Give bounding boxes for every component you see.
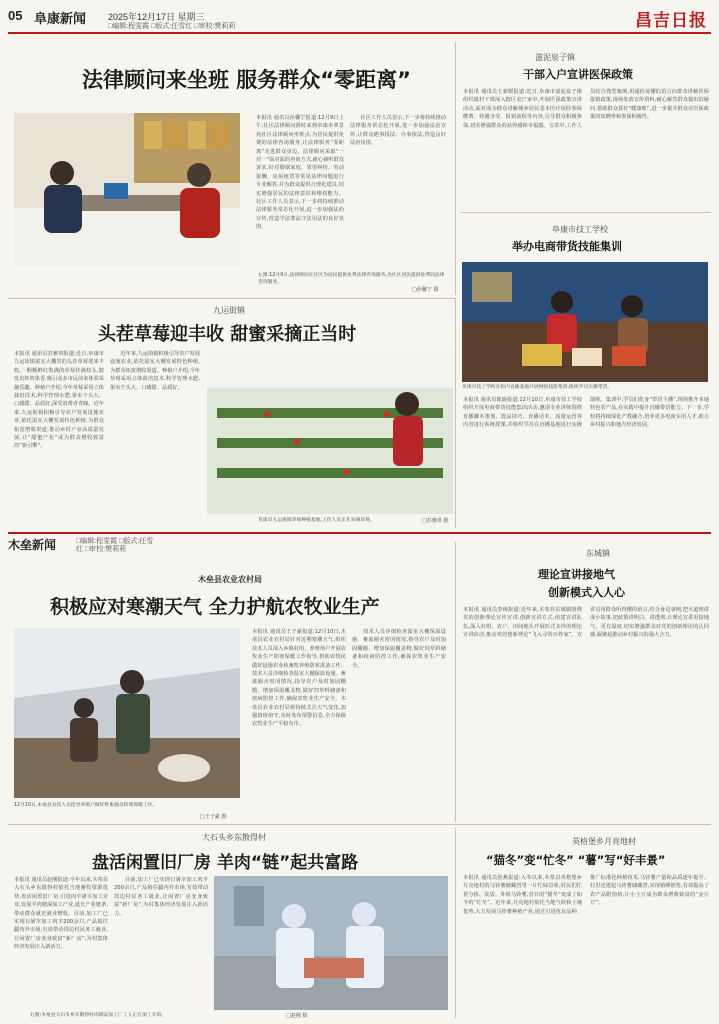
mid-right-body: 本报讯 通讯员陈瑜报道:12月10日,阜康市技工学校组织开展电商带货技能集训活动,邀请专业讲师围绕直播脚本策划、选品技巧、直播话术、流量运营等内容进行系统授课,并组织学员在直播基地进行实操演练。集训中,学员们化身“带货主播”,现场推介本地特色农产品,在实践中提升直播带货能力。下一步,学校将持续深化产教融合,培养更多电商实用人才,助力乡村振兴和地方经济发展。 <box>463 397 709 429</box>
mid-right-kicker: 阜康市技工学校 <box>552 225 608 234</box>
mid-left-headline: 头茬草莓迎丰收 甜蜜采摘正当时 <box>98 324 357 345</box>
header-rule <box>8 32 711 34</box>
section-rule <box>8 824 711 825</box>
lead-headline: 法律顾问来坐班 服务群众“零距离” <box>82 68 411 92</box>
section2-editors: □编辑:程雯霞 □版式:任雪红 □审校:樊莉莉 <box>76 538 154 553</box>
column-divider <box>455 542 456 822</box>
dashigou-kicker: 大石头乡东散得村 <box>202 833 266 842</box>
mid-right-headline: 举办电商带货技能集训 <box>512 240 622 253</box>
dashigou-caption-byline: □赵刚 摄 <box>286 1013 308 1019</box>
mid-left-body: 本报讯 通讯员苏雅琪报道:近日,阜康市九运街镇温室大棚里的头茬草莓迎来丰收,一颗颗鲜红饱满的草莓挂满枝头,散发出阵阵果香,吸引众多市民前来体验采摘乐趣。种植户介绍,今年草莓采用立体栽培技术,科学管理水肥,果实个头大、口感甜、品质好,深受消费者青睐。近年来,九运街镇积极引导农户发展设施农业,依托温室大棚发展特色种植,为群众拓宽增收渠道,推动乡村产业高质量发展,让“甜蜜产业”成为群众增收致富的“新引擎”。 <box>14 351 104 450</box>
editor-credits: □编辑:程雯霞 □版式:任雪红 □审校:樊莉莉 <box>108 23 236 30</box>
mid-right-caption: 阜康市技工学校在校内直播基地开展网络技能集训,组织学员实操带货。 <box>462 385 613 390</box>
mid-right-photo <box>462 262 708 382</box>
section-name: 阜康新闻 <box>34 11 87 26</box>
yingge-headline: “猫冬”变“忙冬” “薯”写“好丰景” <box>486 853 666 867</box>
dongcheng-headline-2: 创新模式入人心 <box>548 586 625 599</box>
lead-photo <box>14 113 240 266</box>
dashigou-body: 本报讯 通讯员赵刚报道:今年以来,木垒县大石头乡东散得村依托当地畜牧资源优势,盘活闲置旧厂房,引进肉羊屠宰加工企业,发展羊肉精深加工产业,延长产业链条,带动群众就近就业增收。目前,加工厂已实现日屠宰加工肉羊200余只,产品销往疆内外市场,有效带动周边村民务工就业,让闲置厂房变身致富“新厂房”,为村集体经济发展注入新活力。 <box>14 877 108 951</box>
lead-caption-byline: □孙馨宁 摄 <box>412 287 439 293</box>
yingge-kicker: 英格堡乡月亮地村 <box>572 837 636 846</box>
mid-left-body-cont: 近年来,九运街镇积极引导农户发展设施农业,依托温室大棚发展特色种植,为群众拓宽增收渠道。种植户介绍,今年草莓采用立体栽培技术,科学管理水肥,果实个头大、口感甜、品质好。 <box>110 351 200 391</box>
dongcheng-body: 本报讯 通讯员李梅报道:近年来,木垒县东城镇围绕党的创新理论宣传宣讲,创新宣讲方式,组建宣讲队伍,深入村组、农户、田间地头开展形式多样的理论宣讲活动,推动党的创新理论“飞入寻常百姓家”。宣讲员用群众听得懂的语言,结合身边事例,把大道理讲成小故事,把政策讲明白、讲透彻,让理论宣讲更接地气、更有温度,切实增强群众对党的创新理论的认同感,凝聚起推动乡村振兴的强大合力。 <box>463 607 709 639</box>
mid-left-caption-byline: □苏雅琪 摄 <box>422 518 449 524</box>
section-rule <box>8 298 455 299</box>
agri-kicker: 木垒县农业农村局 <box>198 575 262 584</box>
newspaper-logo: 昌吉日报 <box>635 11 707 31</box>
page-number: 05 <box>8 8 23 23</box>
column-divider <box>455 828 456 1018</box>
top-right-headline: 干部入户宣讲医保政策 <box>523 68 633 81</box>
dashigou-caption: 右图:木垒县大石头乡东散得村肉制品加工厂工人正在加工羊肉。 <box>30 1013 166 1018</box>
column-divider <box>455 42 456 295</box>
section2-rule <box>8 532 711 534</box>
agri-caption: 12月10日,木垒县农技人员指导养殖户做好牲畜圈舍防寒保暖工作。 <box>14 803 158 808</box>
agri-photo <box>14 628 240 798</box>
dashigou-headline: 盘活闲置旧厂房 羊肉“链”起共富路 <box>92 853 359 873</box>
lead-body: 本报讯 通讯员孙馨宁报道:12月9日上午,社区法律顾问准时来到阜康市翠景苑社区法律顾问坐班点,为居民提供免费的法律咨询服务,让法律服务“零距离”走进群众身边。法律顾问采取“一对一”面对面的咨询方式,耐心倾听群众诉求,针对婚姻家庭、邻里纠纷、劳动报酬、房屋租赁等常见法律问题进行专业解答,并为群众提供合理化建议,切实增强居民的法律意识和维权能力。社区工作人员表示,下一步将持续推动法律服务常态化开展,进一步加强法治宣传,营造学法尊法守法用法的良好氛围。 <box>256 115 344 231</box>
dongcheng-kicker: 东城镇 <box>586 549 610 558</box>
agri-headline: 积极应对寒潮天气 全力护航农牧业生产 <box>50 596 380 618</box>
section2-label: 木垒新闻 <box>8 538 57 552</box>
mid-left-kicker: 九运街镇 <box>213 306 245 315</box>
section-rule <box>460 212 711 213</box>
mid-left-photo <box>207 348 453 514</box>
agri-body: 本报讯 通讯员王子豪报道:12月10日,木垒县农业农村局针对近期寒潮天气,组织技术人员深入乡镇村组、养殖场户开展农牧业生产防寒保暖工作指导,帮助农牧民做好设施农业和畜牧养殖防寒准备工作。技术人员详细检查温室大棚保温设施、畜禽圈舍密闭情况,指导农户及时加固棚膜、增加保温覆盖物,做好饲草料储备和疫病防控工作,确保农牧业生产安全。木垒县农业农村局将持续关注天气变化,加强值班值守,及时发布预警信息,全力保障农牧业生产平稳有序。 <box>252 629 346 728</box>
issue-date: 2025年12月17日 星期三 <box>108 12 205 22</box>
dashigou-photo <box>214 876 448 1010</box>
top-right-kicker: 滋泥泉子镇 <box>535 53 575 62</box>
top-right-body: 本报讯 通讯员王新媛报道:近日,阜康市滋泥泉子镇组织镇村干部深入辖区农户家中,开展医保政策宣讲活动,面对面为群众讲解城乡居民基本医疗保险参保缴费、待遇享受、报销流程等内容,引导群众积极参保,切实增强群众的获得感和幸福感。宣讲中,工作人员结合典型案例,用通俗易懂的语言向群众讲解医保报销政策,现场发放宣传资料,耐心解答群众提出的疑问,帮助群众算好“健康账”,进一步提升群众对医保政策的知晓率和参保积极性。 <box>463 89 709 129</box>
column-divider <box>455 298 456 528</box>
agri-body-cont: 技术人员详细检查温室大棚保温设施、畜禽圈舍密闭情况,指导农户及时加固棚膜、增加保温覆盖物,做好饲草料储备和疫病防控工作,确保农牧业生产安全。 <box>352 629 446 669</box>
lead-caption: 左图:12月9日,法律顾问在社区为居民提供免费法律咨询服务,为社区居民提供免费的法律咨询服务。 <box>258 273 445 285</box>
agri-caption-byline: □王子豪 摄 <box>200 814 227 820</box>
yingge-body: 本报讯 通讯员张燕报道:入冬以来,木垒县英格堡乡月亮地村的马铃薯储藏窖里一片忙碌景象,村民们忙着分拣、装袋、外销马铃薯,昔日的“猫冬”变成了如今的“忙冬”。近年来,月亮地村依托当地气候和土壤优势,大力发展马铃薯种植产业,通过引进优良品种、推广标准化种植技术,马铃薯产量和品质逐年提升。村里还建起马铃薯储藏窖,实现错峰销售,有效提高了农产品附加值,让小土豆成为群众增收致富的“金豆豆”。 <box>463 875 709 915</box>
dongcheng-headline: 理论宣讲接地气 <box>538 568 615 581</box>
dashigou-body-cont: 目前,加工厂已实现日屠宰加工肉羊200余只,产品销往疆内外市场,有效带动周边村民务工就业,让闲置厂房变身致富“新厂房”,为村集体经济发展注入新活力。 <box>114 877 208 917</box>
mid-left-caption: 阜康市九运街镇草莓种植基地,工作人员正在采摘草莓。 <box>258 518 375 523</box>
lead-body-cont: 社区工作人员表示,下一步将持续推动法律服务常态化开展,进一步加强法治宣传,让群众遇事找法、办事依法,营造良好法治氛围。 <box>350 115 446 147</box>
